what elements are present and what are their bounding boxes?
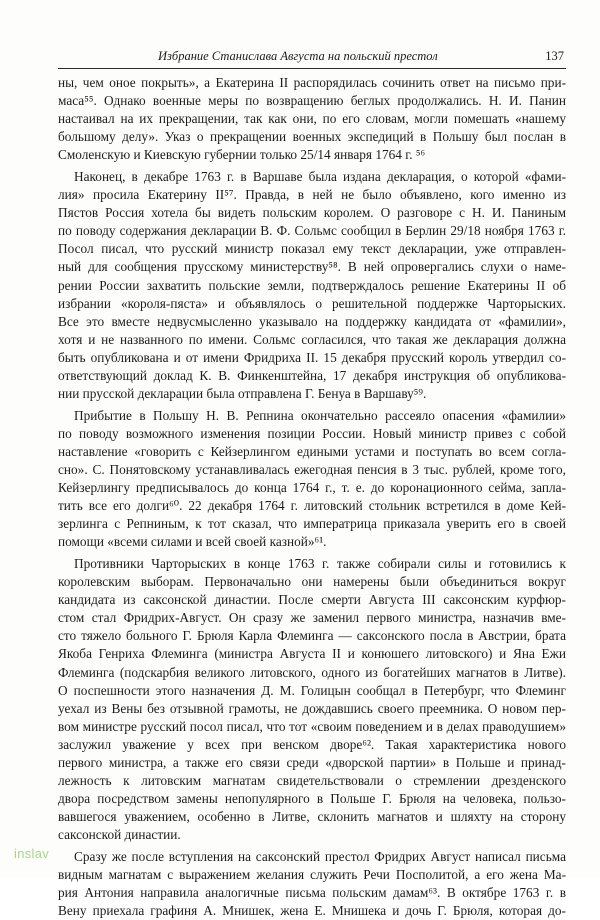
watermark-logo: inslav: [14, 846, 50, 861]
text-line: наставление «говорить с Кейзерлингом едиными устами и поступать во всем согла-: [58, 443, 566, 459]
text-line: первого министра, а также его связи среди «дворской партии» в Польше и принад-: [58, 754, 566, 770]
paragraph-5: [58, 848, 566, 920]
text-line: лия» просила Екатерину II⁵⁷. Правда, в ней не было объявлено, кого именно из: [58, 187, 566, 203]
text-line: Якоба Генриха Флеминга (министра Августа II и конюшего литовского) и Яна Ежи: [58, 646, 566, 662]
text-line: по поводу возможного изменения позиции России. Новый министр привез с собой: [58, 425, 566, 441]
text-line: тить все его долги⁶⁰. 22 декабря 1764 г. литовский стольник встретился в доме Кей-: [58, 498, 566, 514]
text-line: Смоленскую и Киевскую губернии только 25/14 января 1764 г. ⁵⁶: [58, 147, 426, 163]
text-line: стом стал Фридрих-Август. Он сразу же заменил первого министра, назначив вме-: [58, 610, 566, 626]
text-line: лежность к литовским магнатам свидетельствовали о стремлении дрезденского: [58, 772, 566, 788]
text-line: вом министре русский посол писал, что тот «своим поведением и в делах праводушием»: [58, 718, 566, 734]
body-text: [58, 74, 566, 920]
paragraph-1: [58, 74, 566, 164]
text-line: видным магнатам с выражением желания служить Речи Посполитой, а его жена Ма-: [58, 867, 566, 883]
paragraph-2: [58, 168, 566, 403]
text-line: рия Антония направила аналогичные письма польским дамам⁶³. В октябре 1763 г. в: [58, 885, 566, 901]
text-line: Пястов Россия хотела бы видеть польским королем. О разговоре с Н. И. Паниным: [58, 205, 566, 221]
text-line: уехал из Вены без отзывной грамоты, не дождавшись своего преемника. О новом пер-: [58, 700, 566, 716]
text-line: быть опубликована и от имени Фридриха II. 15 декабря прусский король утвердил со-: [58, 349, 566, 365]
page-number: 137: [545, 49, 564, 63]
text-line: ответствующий доклад К. В. Финкенштейна, 17 декабря инструкция об опубликова-: [58, 367, 566, 383]
text-line: двора посредством замены непопулярного в Польше Г. Брюля на человека, пользо-: [58, 790, 566, 806]
text-line: сно». С. Понятовскому устанавливалась ежегодная пенсия в 3 тыс. рублей, кроме того,: [58, 461, 566, 477]
text-line: ны, чем оное покрыть», а Екатерина II распорядилась сочинить ответ на письмо при-: [58, 75, 566, 90]
text-line: ный для сообщения прусскому министерству⁵⁸. В ней опровергались слухи о наме-: [58, 259, 566, 275]
running-title: Избрание Станислава Августа на польский престол: [158, 49, 438, 63]
text-line: Противники Чарторыских в конце 1763 г. также собирали силы и готовились к: [74, 556, 566, 572]
text-line: зерлинга с Репниным, к тот сказал, что императрица приказала уверить его в своей: [58, 516, 566, 532]
text-line: вавшегося уважением, особенно в Литве, склонить магнатов и шляхту на сторону: [58, 808, 566, 824]
text-line: Наконец, в декабре 1763 г. в Варшаве была издана декларация, о которой «фами-: [74, 169, 566, 185]
text-line: Кейзерлингу предписывалось до конца 1764 г., т. е. до коронационного сейма, запла-: [58, 480, 566, 496]
text-line: Сразу же после вступления на саксонский престол Фридрих Август написал письма: [74, 848, 566, 864]
text-line: Все это вместе недвусмысленно указывало на поддержку кандидата от «фамилии»,: [58, 313, 566, 329]
text-line: маса⁵⁵. Однако военные меры по возвращению беглых продолжались. Н. И. Панин: [58, 93, 566, 109]
running-head: [58, 46, 566, 69]
text-line: Посол писал, что русский министр показал ему текст декларации, уже отправлен-: [58, 241, 566, 257]
text-line: Прибытие в Польшу Н. В. Репнина окончательно рассеяло опасения «фамилии»: [74, 407, 566, 423]
text-line: помощи «всеми силами и всей своей казной»⁶¹.: [58, 534, 327, 550]
text-line: О поспешности этого назначения Д. М. Голицын сообщал в Петербург, что Флеминг: [58, 682, 566, 698]
paragraph-3: [58, 407, 566, 551]
text-line: избрании «короля-пяста» и объявлялось о решительной поддержке Чарторыских.: [58, 295, 566, 311]
text-line: по поводу содержания декларации В. Ф. Сольмс сообщил в Берлин 29/18 ноября 1763 г.: [58, 223, 566, 239]
text-line: саксонской династии.: [58, 826, 181, 842]
text-line: настаивал на их прекращении, так как они, по его словам, могли помешать «нашему: [58, 111, 566, 127]
text-line: заслужил уважение у всех при венском дворе⁶². Такая характеристика нового: [58, 736, 566, 752]
text-line: Вену приехала графиня А. Мнишек, жена Е. Мнишека и дочь Г. Брюля, которая до-: [58, 903, 566, 919]
text-line: нии прусской декларации была отправлена Г. Бенуа в Варшаву⁵⁹.: [58, 385, 427, 401]
text-line: Флеминга (подскарбия великого литовского, одного из богатейших магнатов в Литве).: [58, 664, 566, 680]
text-line: сто тяжело больного Г. Брюля Карла Флеминга — саксонского посла в Австрии, брата: [58, 628, 566, 644]
text-line: хотя и не названного по имени. Сольмс согласился, что такая же декларация должна: [58, 331, 566, 347]
paragraph-4: [58, 555, 566, 844]
text-line: кандидата из саксонской династии. После смерти Августа III саксонским курфюр-: [58, 592, 566, 608]
text-line: рении России захватить польские земли, подтверждалось решение Екатерины II об: [58, 277, 566, 293]
text-line: королевским выборам. Первоначально они намерены были объединиться вокруг: [58, 574, 566, 590]
text-line: большому делу». Указ о прекращении военных экспедиций в Польшу был послан в: [58, 129, 566, 145]
